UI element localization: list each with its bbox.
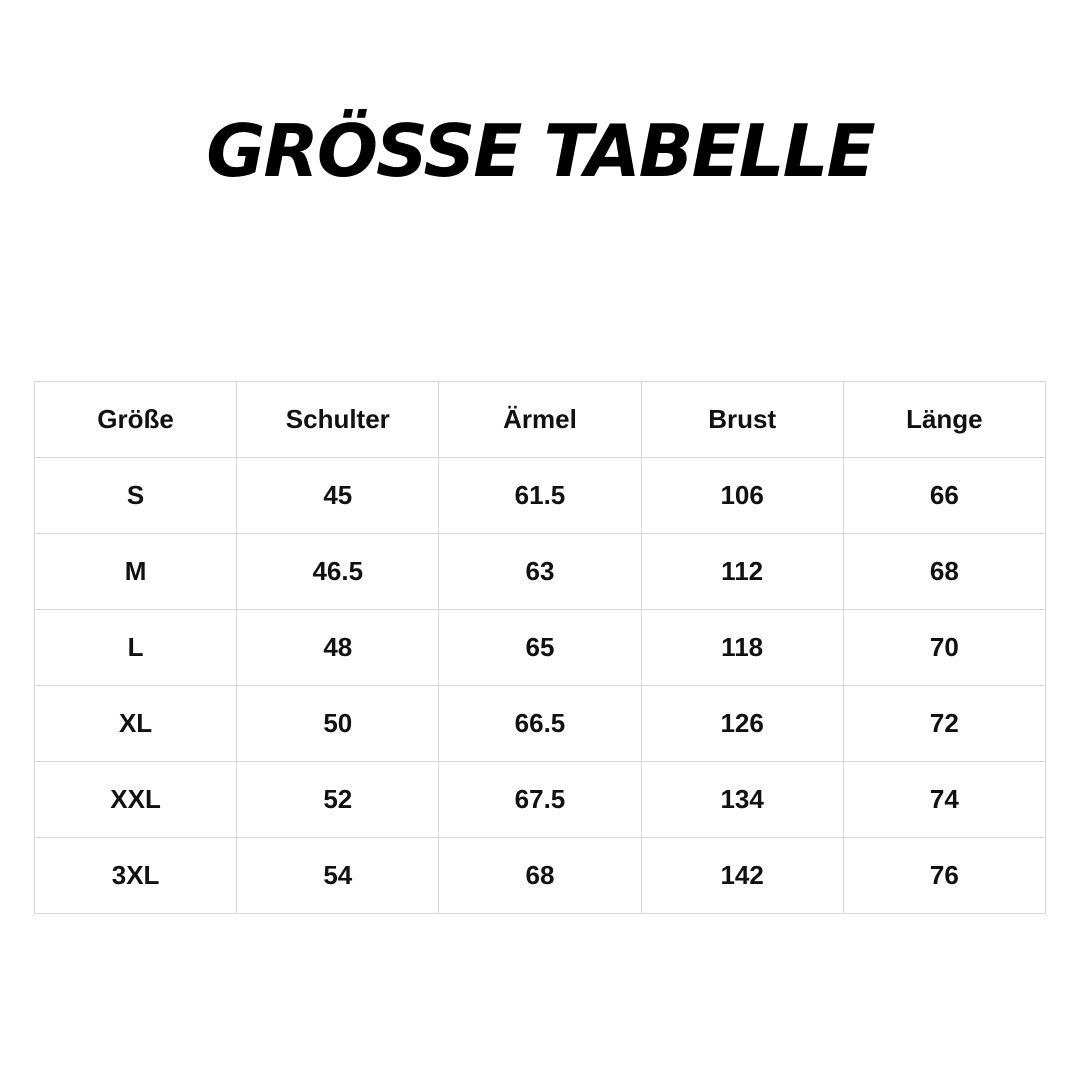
cell-laenge: 70 [843,610,1045,686]
header-schulter: Schulter [237,382,439,458]
cell-size: XL [35,686,237,762]
header-brust: Brust [641,382,843,458]
table-row [35,838,1046,914]
cell-size: XXL [35,762,237,838]
cell-aermel: 66.5 [439,686,641,762]
header-groesse: Größe [35,382,237,458]
table-row [35,534,1046,610]
cell-size: S [35,458,237,534]
page-title: GRÖSSE TABELLE [206,109,874,193]
cell-brust: 112 [641,534,843,610]
table-header-row [35,382,1046,458]
cell-aermel: 67.5 [439,762,641,838]
table-row [35,458,1046,534]
cell-schulter: 50 [237,686,439,762]
cell-size: L [35,610,237,686]
cell-laenge: 66 [843,458,1045,534]
cell-laenge: 72 [843,686,1045,762]
header-aermel: Ärmel [439,382,641,458]
cell-aermel: 63 [439,534,641,610]
cell-laenge: 68 [843,534,1045,610]
table-row [35,686,1046,762]
cell-brust: 142 [641,838,843,914]
cell-aermel: 61.5 [439,458,641,534]
header-laenge: Länge [843,382,1045,458]
cell-size: M [35,534,237,610]
cell-size: 3XL [35,838,237,914]
cell-brust: 106 [641,458,843,534]
cell-aermel: 65 [439,610,641,686]
size-table [34,381,1046,914]
cell-laenge: 76 [843,838,1045,914]
cell-aermel: 68 [439,838,641,914]
cell-brust: 126 [641,686,843,762]
table-row [35,610,1046,686]
cell-schulter: 54 [237,838,439,914]
cell-schulter: 46.5 [237,534,439,610]
cell-laenge: 74 [843,762,1045,838]
cell-schulter: 48 [237,610,439,686]
cell-schulter: 52 [237,762,439,838]
cell-schulter: 45 [237,458,439,534]
cell-brust: 118 [641,610,843,686]
table-row [35,762,1046,838]
cell-brust: 134 [641,762,843,838]
